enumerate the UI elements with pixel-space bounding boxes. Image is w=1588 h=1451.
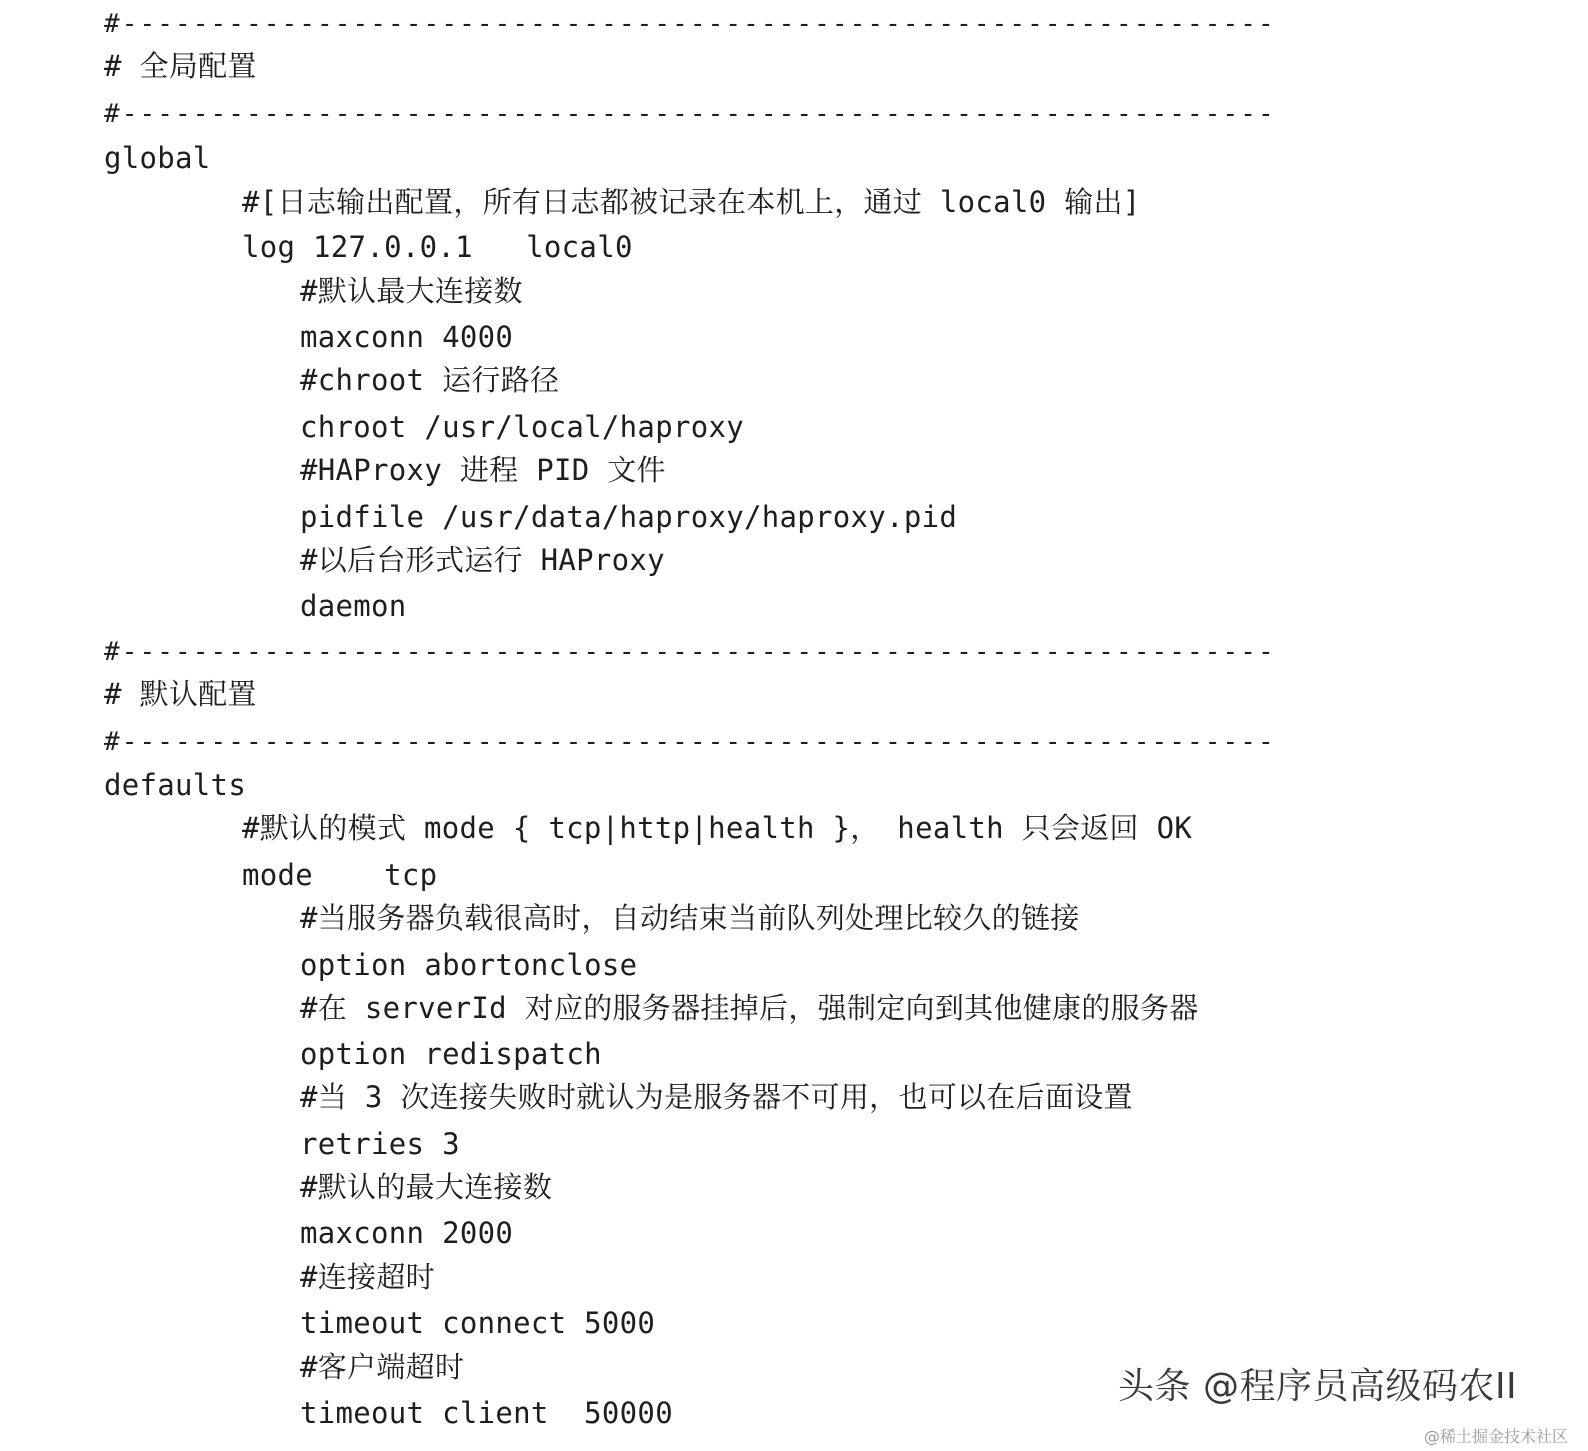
comment-line: #当 3 次连接失败时就认为是服务器不可用，也可以在后面设置 [300,1080,1133,1114]
comment-line: #在 serverId 对应的服务器挂掉后，强制定向到其他健康的服务器 [300,991,1199,1025]
directive-line: maxconn 2000 [300,1216,514,1250]
comment-line: #连接超时 [300,1260,435,1294]
directive-line: timeout client 50000 [300,1396,673,1430]
watermark-sub: @稀土掘金技术社区 [1424,1427,1569,1446]
comment-line: #默认最大连接数 [300,274,523,308]
section-heading-defaults: # 默认配置 [104,677,257,711]
watermark-main: 头条 @程序员高级码农II [1118,1366,1518,1407]
comment-line: #客户端超时 [300,1350,465,1384]
section-heading-global: # 全局配置 [104,49,257,83]
directive-line: retries 3 [300,1127,460,1161]
directive-line: mode tcp [242,858,438,892]
comment-line: #以后台形式运行 HAProxy [300,543,665,577]
global-keyword: global [104,141,211,175]
section-divider: #----------------------------------------------------------------- [104,727,1276,757]
directive-line: option redispatch [300,1037,602,1071]
section-divider: #----------------------------------------------------------------- [104,637,1276,667]
comment-line: #默认的最大连接数 [300,1170,553,1204]
directive-line: daemon [300,589,407,623]
directive-line: option abortonclose [300,948,638,982]
directive-line: maxconn 4000 [300,320,514,354]
section-divider: #----------------------------------------------------------------- [104,9,1276,39]
directive-line: timeout connect 5000 [300,1306,656,1340]
comment-line: #当服务器负载很高时，自动结束当前队列处理比较久的链接 [300,901,1080,935]
section-divider: #----------------------------------------------------------------- [104,99,1276,129]
comment-line: #chroot 运行路径 [300,363,560,397]
comment-line: #默认的模式 mode { tcp|http|health }， health 只会返回 OK [242,811,1193,845]
directive-line: chroot /usr/local/haproxy [300,410,744,444]
comment-line: #HAProxy 进程 PID 文件 [300,453,666,487]
comment-line: #[日志输出配置，所有日志都被记录在本机上，通过 local0 输出] [242,185,1141,219]
defaults-keyword: defaults [104,768,247,802]
directive-line: log 127.0.0.1 local0 [242,230,633,264]
directive-line: pidfile /usr/data/haproxy/haproxy.pid [300,500,958,534]
